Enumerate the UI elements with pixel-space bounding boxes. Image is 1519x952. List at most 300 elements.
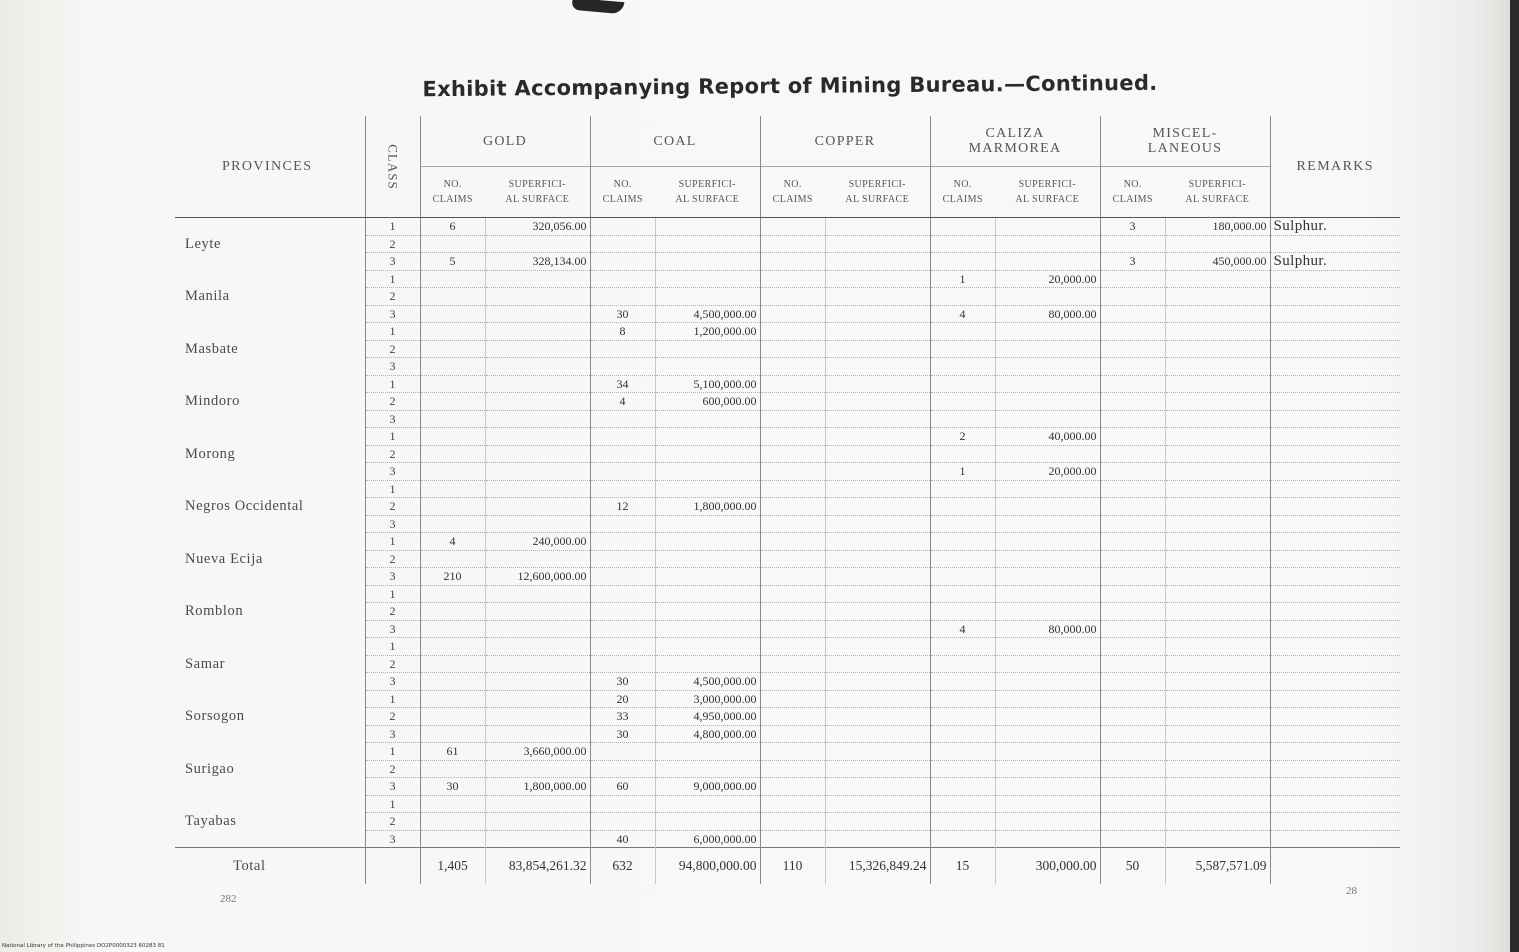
coal-surface-cell xyxy=(655,550,760,568)
remarks-cell xyxy=(1270,533,1400,551)
remarks-cell xyxy=(1270,743,1400,761)
gold-surface-cell xyxy=(485,288,590,306)
class-cell: 1 xyxy=(365,323,420,341)
coal-claims-cell xyxy=(590,253,655,271)
gold-claims-cell xyxy=(420,795,485,813)
coal-surface-cell: 4,800,000.00 xyxy=(655,725,760,743)
gold-claims-cell xyxy=(420,550,485,568)
coal-claims-cell xyxy=(590,743,655,761)
caliza-surface-cell xyxy=(995,218,1100,236)
caliza-surface-cell xyxy=(995,743,1100,761)
copper-surface-cell xyxy=(825,655,930,673)
remarks-cell xyxy=(1270,358,1400,376)
gold-surface-cell: 12,600,000.00 xyxy=(485,568,590,586)
misc-claims-cell xyxy=(1100,813,1165,831)
remarks-cell xyxy=(1270,340,1400,358)
coal-surface-cell xyxy=(655,760,760,778)
remarks-cell xyxy=(1270,795,1400,813)
province-name: Masbate xyxy=(185,340,239,357)
caliza-surface-cell xyxy=(995,708,1100,726)
caliza-claims-cell xyxy=(930,253,995,271)
gold-claims-cell: 30 xyxy=(420,778,485,796)
coal-surface-cell: 4,500,000.00 xyxy=(655,673,760,691)
caliza-surface-cell xyxy=(995,725,1100,743)
gold-surface-cell xyxy=(485,235,590,253)
misc-surface-cell xyxy=(1165,795,1270,813)
coal-claims-cell xyxy=(590,603,655,621)
caliza-surface-cell xyxy=(995,480,1100,498)
caliza-claims-cell xyxy=(930,533,995,551)
copper-claims-cell xyxy=(760,550,825,568)
total-row xyxy=(175,848,1400,885)
copper-claims-cell xyxy=(760,410,825,428)
misc-surface-cell xyxy=(1165,428,1270,446)
caliza-surface-cell xyxy=(995,778,1100,796)
misc-surface-cell xyxy=(1165,568,1270,586)
provinces-header: PROVINCES xyxy=(175,116,365,218)
caliza-surface-cell xyxy=(995,358,1100,376)
remarks-cell: Sulphur. xyxy=(1270,253,1400,271)
gold-surface-cell xyxy=(485,480,590,498)
copper-claims-cell xyxy=(760,620,825,638)
coal-claims-cell xyxy=(590,760,655,778)
copper-surface-cell xyxy=(825,743,930,761)
gold-group-header: GOLD xyxy=(420,116,590,167)
class-header: CLASS xyxy=(365,116,420,218)
gold-surface-cell xyxy=(485,463,590,481)
class-cell: 3 xyxy=(365,778,420,796)
coal-surface-cell xyxy=(655,480,760,498)
gold-claims-cell xyxy=(420,725,485,743)
remarks-cell xyxy=(1270,305,1400,323)
gold-surface-cell xyxy=(485,725,590,743)
gold-surface-cell xyxy=(485,830,590,848)
gold-claims-cell xyxy=(420,323,485,341)
province-name: Morong xyxy=(185,445,236,462)
copper-surface-cell xyxy=(825,270,930,288)
misc-claims-cell xyxy=(1100,270,1165,288)
misc-claims-cell xyxy=(1100,375,1165,393)
misc-surface-cell: 450,000.00 xyxy=(1165,253,1270,271)
gold-surface-cell xyxy=(485,585,590,603)
remarks-cell xyxy=(1270,480,1400,498)
class-cell: 2 xyxy=(365,393,420,411)
copper-surface-cell xyxy=(825,673,930,691)
misc-surface-cell xyxy=(1165,393,1270,411)
copper-surface-cell xyxy=(825,620,930,638)
copper-surface-cell xyxy=(825,463,930,481)
misc-claims-cell xyxy=(1100,620,1165,638)
table-row xyxy=(175,690,1400,708)
class-cell: 3 xyxy=(365,620,420,638)
gold-claims-cell xyxy=(420,340,485,358)
remarks-cell xyxy=(1270,603,1400,621)
copper-surface-cell xyxy=(825,515,930,533)
table-row xyxy=(175,323,1400,341)
caliza-marmorea-group-header: CALIZA MARMOREA xyxy=(930,116,1100,167)
coal-surface-cell xyxy=(655,515,760,533)
copper-surface-cell xyxy=(825,288,930,306)
misc-claims-cell xyxy=(1100,323,1165,341)
coal-claims-cell: 33 xyxy=(590,708,655,726)
coal-claims-header: NO. CLAIMS xyxy=(590,167,655,218)
misc-surface-cell xyxy=(1165,410,1270,428)
coal-surface-cell: 3,000,000.00 xyxy=(655,690,760,708)
gold-claims-cell xyxy=(420,830,485,848)
class-cell: 2 xyxy=(365,708,420,726)
copper-surface-cell xyxy=(825,778,930,796)
total-misc-claims: 50 xyxy=(1100,848,1165,885)
copper-claims-cell xyxy=(760,358,825,376)
coal-claims-cell xyxy=(590,288,655,306)
copper-surface-cell xyxy=(825,725,930,743)
province-name: Mindoro xyxy=(185,393,240,410)
copper-claims-cell xyxy=(760,638,825,656)
caliza-claims-cell xyxy=(930,235,995,253)
total-label: Total xyxy=(175,848,365,885)
copper-surface-cell xyxy=(825,305,930,323)
gold-surface-cell: 1,800,000.00 xyxy=(485,778,590,796)
table-row xyxy=(175,795,1400,813)
caliza-surface-cell xyxy=(995,253,1100,271)
caliza-marmorea-claims-header: NO. CLAIMS xyxy=(930,167,995,218)
table-row xyxy=(175,585,1400,603)
misc-claims-cell xyxy=(1100,550,1165,568)
remarks-cell xyxy=(1270,288,1400,306)
misc-surface-cell xyxy=(1165,358,1270,376)
class-cell: 1 xyxy=(365,270,420,288)
class-cell: 2 xyxy=(365,445,420,463)
copper-surface-cell xyxy=(825,375,930,393)
gold-claims-cell xyxy=(420,620,485,638)
gold-claims-cell xyxy=(420,585,485,603)
coal-surface-cell xyxy=(655,533,760,551)
coal-claims-cell: 30 xyxy=(590,673,655,691)
coal-claims-cell: 34 xyxy=(590,375,655,393)
coal-claims-cell xyxy=(590,568,655,586)
gold-claims-cell xyxy=(420,393,485,411)
misc-surface-cell xyxy=(1165,725,1270,743)
copper-surface-cell xyxy=(825,253,930,271)
scan-credit: National Library of the Philippines DO2P0000323 60283 81 xyxy=(2,943,165,949)
gold-claims-cell xyxy=(420,305,485,323)
coal-surface-cell xyxy=(655,638,760,656)
remarks-cell xyxy=(1270,463,1400,481)
copper-claims-cell xyxy=(760,498,825,516)
misc-surface-cell xyxy=(1165,498,1270,516)
copper-claims-cell xyxy=(760,725,825,743)
misc-surface-cell xyxy=(1165,760,1270,778)
gold-surface-cell xyxy=(485,305,590,323)
table-row xyxy=(175,428,1400,446)
misc-surface-cell xyxy=(1165,480,1270,498)
coal-group-header: COAL xyxy=(590,116,760,167)
copper-claims-cell xyxy=(760,463,825,481)
caliza-claims-cell xyxy=(930,743,995,761)
page-title: Exhibit Accompanying Report of Mining Bureau.—Continued. xyxy=(422,70,1158,102)
misc-claims-cell xyxy=(1100,428,1165,446)
coal-claims-cell xyxy=(590,638,655,656)
caliza-claims-cell xyxy=(930,813,995,831)
province-name: Sorsogon xyxy=(185,708,245,725)
gold-claims-cell xyxy=(420,463,485,481)
total-copper-surface: 15,326,849.24 xyxy=(825,848,930,885)
coal-claims-cell: 12 xyxy=(590,498,655,516)
remarks-cell xyxy=(1270,585,1400,603)
total-coal-surface: 94,800,000.00 xyxy=(655,848,760,885)
misc-surface-cell xyxy=(1165,743,1270,761)
coal-claims-cell: 30 xyxy=(590,305,655,323)
gold-surface-cell xyxy=(485,760,590,778)
coal-surface-cell xyxy=(655,410,760,428)
table-row xyxy=(175,533,1400,551)
copper-surface-cell xyxy=(825,410,930,428)
copper-surface-cell xyxy=(825,550,930,568)
copper-surface-cell xyxy=(825,690,930,708)
remarks-cell xyxy=(1270,375,1400,393)
coal-surface-cell xyxy=(655,603,760,621)
caliza-surface-cell: 80,000.00 xyxy=(995,305,1100,323)
misc-claims-cell xyxy=(1100,603,1165,621)
misc-claims-cell xyxy=(1100,743,1165,761)
caliza-claims-cell xyxy=(930,288,995,306)
caliza-claims-cell xyxy=(930,673,995,691)
remarks-cell xyxy=(1270,410,1400,428)
misc-surface-cell xyxy=(1165,830,1270,848)
table-row xyxy=(175,218,1400,236)
gold-claims-cell xyxy=(420,288,485,306)
gold-surface-cell xyxy=(485,393,590,411)
misc-claims-cell xyxy=(1100,655,1165,673)
class-cell: 3 xyxy=(365,358,420,376)
misc-surface-cell xyxy=(1165,515,1270,533)
misc-claims-cell xyxy=(1100,795,1165,813)
caliza-surface-cell xyxy=(995,515,1100,533)
gold-claims-cell: 6 xyxy=(420,218,485,236)
caliza-claims-cell: 4 xyxy=(930,620,995,638)
copper-surface-cell xyxy=(825,393,930,411)
class-cell: 2 xyxy=(365,235,420,253)
copper-surface-cell xyxy=(825,445,930,463)
class-cell: 1 xyxy=(365,480,420,498)
gold-claims-cell: 210 xyxy=(420,568,485,586)
copper-surface-cell xyxy=(825,340,930,358)
province-name: Surigao xyxy=(185,760,235,777)
remarks-cell xyxy=(1270,813,1400,831)
coal-surface-cell xyxy=(655,428,760,446)
gold-surface-cell xyxy=(485,655,590,673)
total-class-cell xyxy=(365,848,420,885)
misc-surface-cell xyxy=(1165,305,1270,323)
copper-claims-cell xyxy=(760,515,825,533)
class-cell: 2 xyxy=(365,603,420,621)
misc-surface-cell xyxy=(1165,270,1270,288)
gold-surface-cell xyxy=(485,428,590,446)
class-cell: 3 xyxy=(365,515,420,533)
gold-claims-cell xyxy=(420,428,485,446)
copper-claims-cell xyxy=(760,568,825,586)
misc-claims-cell xyxy=(1100,690,1165,708)
gold-surface-cell xyxy=(485,550,590,568)
misc-claims-cell xyxy=(1100,358,1165,376)
copper-surface-cell xyxy=(825,498,930,516)
total-gold-claims: 1,405 xyxy=(420,848,485,885)
copper-surface-cell xyxy=(825,218,930,236)
gold-surface-header: SUPERFICI- AL SURFACE xyxy=(485,167,590,218)
class-cell: 3 xyxy=(365,725,420,743)
copper-surface-header: SUPERFICI- AL SURFACE xyxy=(825,167,930,218)
caliza-surface-cell xyxy=(995,445,1100,463)
misc-claims-cell xyxy=(1100,235,1165,253)
copper-group-header: COPPER xyxy=(760,116,930,167)
coal-claims-cell: 20 xyxy=(590,690,655,708)
misc-claims-cell xyxy=(1100,393,1165,411)
gold-claims-cell xyxy=(420,638,485,656)
table-row xyxy=(175,743,1400,761)
misc-claims-cell xyxy=(1100,673,1165,691)
remarks-cell xyxy=(1270,498,1400,516)
coal-claims-cell xyxy=(590,550,655,568)
copper-surface-cell xyxy=(825,708,930,726)
gold-claims-cell: 4 xyxy=(420,533,485,551)
gold-claims-header: NO. CLAIMS xyxy=(420,167,485,218)
gold-claims-cell xyxy=(420,235,485,253)
coal-surface-cell: 1,200,000.00 xyxy=(655,323,760,341)
coal-surface-cell xyxy=(655,218,760,236)
caliza-surface-cell xyxy=(995,673,1100,691)
table-row xyxy=(175,270,1400,288)
coal-claims-cell: 8 xyxy=(590,323,655,341)
coal-claims-cell xyxy=(590,620,655,638)
caliza-claims-cell: 1 xyxy=(930,270,995,288)
copper-surface-cell xyxy=(825,428,930,446)
coal-claims-cell xyxy=(590,515,655,533)
coal-surface-cell xyxy=(655,620,760,638)
coal-claims-cell xyxy=(590,585,655,603)
copper-claims-cell xyxy=(760,830,825,848)
caliza-surface-cell xyxy=(995,795,1100,813)
misc-surface-cell xyxy=(1165,445,1270,463)
gold-claims-cell xyxy=(420,813,485,831)
caliza-claims-cell xyxy=(930,323,995,341)
misc-claims-cell xyxy=(1100,638,1165,656)
coal-claims-cell: 60 xyxy=(590,778,655,796)
copper-surface-cell xyxy=(825,235,930,253)
remarks-cell xyxy=(1270,428,1400,446)
remarks-cell xyxy=(1270,515,1400,533)
copper-surface-cell xyxy=(825,323,930,341)
class-cell: 3 xyxy=(365,253,420,271)
coal-claims-cell xyxy=(590,358,655,376)
copper-claims-cell xyxy=(760,428,825,446)
class-cell: 3 xyxy=(365,568,420,586)
misc-claims-cell xyxy=(1100,708,1165,726)
misc-surface-cell xyxy=(1165,533,1270,551)
misc-claims-cell xyxy=(1100,463,1165,481)
misc-claims-cell xyxy=(1100,498,1165,516)
copper-surface-cell xyxy=(825,830,930,848)
coal-surface-header: SUPERFICI- AL SURFACE xyxy=(655,167,760,218)
gold-claims-cell xyxy=(420,760,485,778)
miscellaneous-surface-header: SUPERFICI- AL SURFACE xyxy=(1165,167,1270,218)
table-row xyxy=(175,638,1400,656)
remarks-cell xyxy=(1270,620,1400,638)
caliza-surface-cell xyxy=(995,690,1100,708)
total-coal-claims: 632 xyxy=(590,848,655,885)
miscellaneous-group-header: MISCEL- LANEOUS xyxy=(1100,116,1270,167)
caliza-surface-cell xyxy=(995,655,1100,673)
coal-surface-cell xyxy=(655,655,760,673)
remarks-cell xyxy=(1270,708,1400,726)
copper-claims-cell xyxy=(760,813,825,831)
gold-surface-cell xyxy=(485,603,590,621)
class-cell: 2 xyxy=(365,760,420,778)
misc-claims-cell xyxy=(1100,288,1165,306)
remarks-cell xyxy=(1270,550,1400,568)
copper-claims-cell xyxy=(760,795,825,813)
copper-claims-cell xyxy=(760,708,825,726)
coal-surface-cell xyxy=(655,270,760,288)
coal-claims-cell xyxy=(590,655,655,673)
misc-claims-cell xyxy=(1100,340,1165,358)
province-name: Samar xyxy=(185,655,226,672)
copper-claims-cell xyxy=(760,445,825,463)
copper-claims-cell xyxy=(760,760,825,778)
remarks-cell xyxy=(1270,760,1400,778)
class-cell: 1 xyxy=(365,585,420,603)
caliza-claims-cell xyxy=(930,410,995,428)
coal-surface-cell: 600,000.00 xyxy=(655,393,760,411)
copper-surface-cell xyxy=(825,585,930,603)
gold-surface-cell xyxy=(485,638,590,656)
gold-surface-cell xyxy=(485,620,590,638)
gold-surface-cell: 240,000.00 xyxy=(485,533,590,551)
class-cell: 1 xyxy=(365,638,420,656)
misc-claims-cell xyxy=(1100,568,1165,586)
class-cell: 2 xyxy=(365,288,420,306)
gold-claims-cell xyxy=(420,498,485,516)
misc-claims-cell xyxy=(1100,515,1165,533)
class-cell: 2 xyxy=(365,655,420,673)
class-cell: 1 xyxy=(365,375,420,393)
remarks-cell xyxy=(1270,655,1400,673)
copper-claims-cell xyxy=(760,288,825,306)
remarks-cell: Sulphur. xyxy=(1270,218,1400,236)
misc-claims-cell xyxy=(1100,585,1165,603)
remarks-cell xyxy=(1270,270,1400,288)
caliza-surface-cell xyxy=(995,288,1100,306)
caliza-surface-cell: 20,000.00 xyxy=(995,270,1100,288)
coal-surface-cell xyxy=(655,235,760,253)
province-name: Romblon xyxy=(185,603,244,620)
misc-claims-cell xyxy=(1100,830,1165,848)
class-cell: 1 xyxy=(365,218,420,236)
misc-claims-cell xyxy=(1100,760,1165,778)
misc-surface-cell xyxy=(1165,620,1270,638)
misc-claims-cell xyxy=(1100,445,1165,463)
misc-surface-cell xyxy=(1165,585,1270,603)
misc-surface-cell xyxy=(1165,375,1270,393)
caliza-claims-cell: 4 xyxy=(930,305,995,323)
caliza-claims-cell xyxy=(930,585,995,603)
total-remarks-cell xyxy=(1270,848,1400,885)
copper-claims-cell xyxy=(760,603,825,621)
class-cell: 2 xyxy=(365,813,420,831)
province-name: Leyte xyxy=(185,236,222,252)
caliza-claims-cell xyxy=(930,760,995,778)
misc-surface-cell xyxy=(1165,813,1270,831)
misc-claims-cell xyxy=(1100,480,1165,498)
